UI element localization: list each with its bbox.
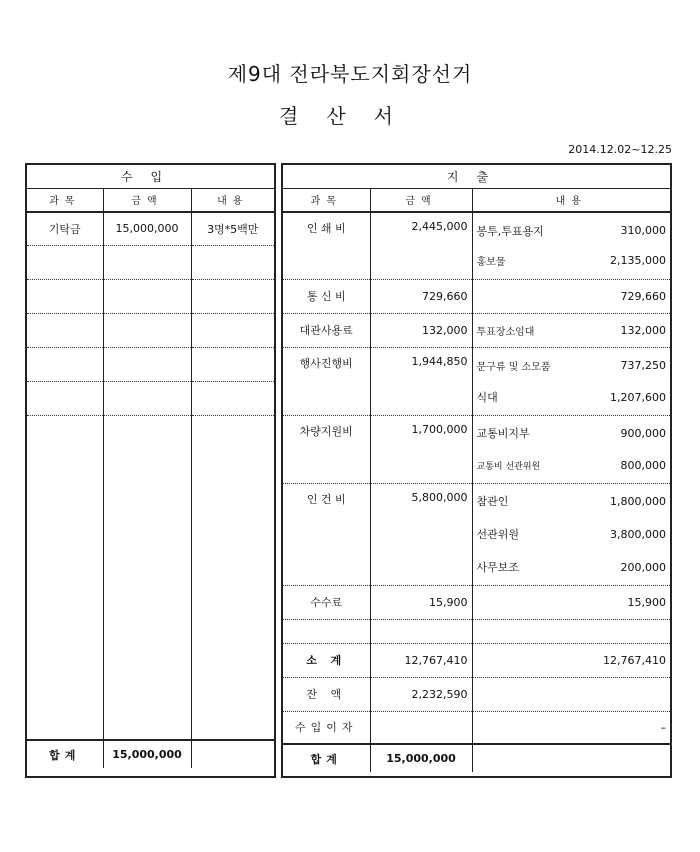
income-empty-row [27, 381, 274, 415]
detail-amount: 132,000 [620, 323, 667, 337]
expense-subject: 차량지원비 [283, 415, 370, 483]
expense-subject: 대관사용료 [283, 313, 370, 347]
detail-amount: 800,000 [620, 458, 667, 472]
income-total-label: 합계 [27, 740, 103, 768]
expense-row [283, 585, 670, 619]
detail-amount: 200,000 [620, 560, 667, 574]
detail-amount: 900,000 [620, 426, 667, 440]
expense-detail [472, 212, 670, 279]
detail-amount: 15,900 [472, 585, 670, 619]
detail-amount: 310,000 [620, 224, 667, 238]
expense-total-amount: 15,000,000 [370, 744, 472, 772]
expense-balance-amount: 2,232,590 [370, 677, 472, 711]
detail-amount: 2,135,000 [610, 254, 667, 268]
expense-subtotal-detail-amount: 12,767,410 [472, 643, 670, 677]
expense-detail [472, 483, 670, 585]
detail-amount: 3,800,000 [610, 527, 667, 541]
expense-subtotal-label: 소 계 [283, 643, 370, 677]
expense-column-header-row [283, 188, 670, 212]
expense-interest-row [283, 711, 670, 744]
expense-interest-detail: – [660, 720, 667, 734]
expense-col-amount: 금액 [370, 188, 472, 212]
expense-panel [281, 163, 672, 778]
expense-subject: 인 건 비 [283, 483, 370, 585]
detail-amount: 729,660 [472, 279, 670, 313]
expense-row [283, 279, 670, 313]
expense-col-detail: 내용 [472, 188, 670, 212]
income-col-subject: 과목 [27, 188, 103, 212]
expense-row [283, 347, 670, 415]
income-empty-row [27, 313, 274, 347]
expense-amount: 1,700,000 [370, 415, 472, 483]
income-header-row [27, 165, 274, 188]
income-empty-row [27, 347, 274, 381]
detail-name: 교통비지부 [476, 427, 530, 440]
expense-amount: 1,944,850 [370, 347, 472, 415]
expense-subject: 인 쇄 비 [283, 212, 370, 279]
expense-row [283, 415, 670, 483]
income-col-detail: 내용 [191, 188, 274, 212]
detail-name: 참관인 [476, 495, 509, 508]
expense-header: 지출 [283, 165, 670, 188]
income-total-row [27, 740, 274, 768]
expense-subtotal-row [283, 643, 670, 677]
expense-detail [472, 347, 670, 415]
expense-amount: 2,445,000 [370, 212, 472, 279]
period-label: 2014.12.02~12.25 [568, 143, 672, 156]
expense-detail [472, 415, 670, 483]
income-row [27, 212, 274, 245]
detail-amount: 1,800,000 [610, 494, 667, 508]
expense-subject: 수수료 [283, 585, 370, 619]
expense-amount: 132,000 [370, 313, 472, 347]
detail-name: 문구류 및 소모품 [476, 361, 551, 373]
expense-subtotal-amount: 12,767,410 [370, 643, 472, 677]
expense-amount: 729,660 [370, 279, 472, 313]
expense-row [283, 483, 670, 585]
detail-amount: 737,250 [620, 358, 667, 372]
expense-total-row [283, 744, 670, 772]
expense-amount: 15,900 [370, 585, 472, 619]
detail-name: 사무보조 [476, 561, 520, 574]
expense-row [283, 313, 670, 347]
income-empty-row [27, 245, 274, 279]
detail-name: 투표장소임대 [476, 326, 535, 338]
document-title: 제9대 전라북도지회장선거 [227, 62, 473, 86]
expense-detail [472, 313, 670, 347]
expense-empty-row [283, 619, 670, 643]
detail-name: 식대 [476, 391, 498, 404]
expense-subject: 행사진행비 [283, 347, 370, 415]
detail-name: 홍보물 [476, 257, 506, 269]
income-amount: 15,000,000 [103, 212, 191, 245]
expense-row [283, 212, 670, 279]
income-subject: 기탁금 [27, 212, 103, 245]
expense-balance-row [283, 677, 670, 711]
expense-total-label: 합계 [283, 744, 370, 772]
income-col-amount: 금액 [103, 188, 191, 212]
expense-header-row [283, 165, 670, 188]
income-column-header-row [27, 188, 274, 212]
expense-col-subject: 과목 [283, 188, 370, 212]
detail-name: 교통비 선관위원 [476, 461, 541, 472]
expense-table [283, 165, 670, 772]
income-detail: 3명*5백만 [191, 212, 274, 245]
income-table [27, 165, 274, 768]
detail-amount: 1,207,600 [610, 390, 667, 404]
detail-name: 선관위원 [476, 528, 520, 541]
income-filler-row [27, 415, 274, 740]
income-empty-row [27, 279, 274, 313]
income-header: 수입 [27, 165, 274, 188]
expense-balance-label: 잔 액 [283, 677, 370, 711]
income-total-amount: 15,000,000 [103, 740, 191, 768]
expense-amount: 5,800,000 [370, 483, 472, 585]
expense-subject: 통 신 비 [283, 279, 370, 313]
detail-name: 봉투,투표용지 [476, 224, 544, 238]
document-subtitle: 결산서 [279, 104, 421, 128]
income-panel [25, 163, 276, 778]
expense-interest-label: 수입이자 [283, 711, 370, 744]
